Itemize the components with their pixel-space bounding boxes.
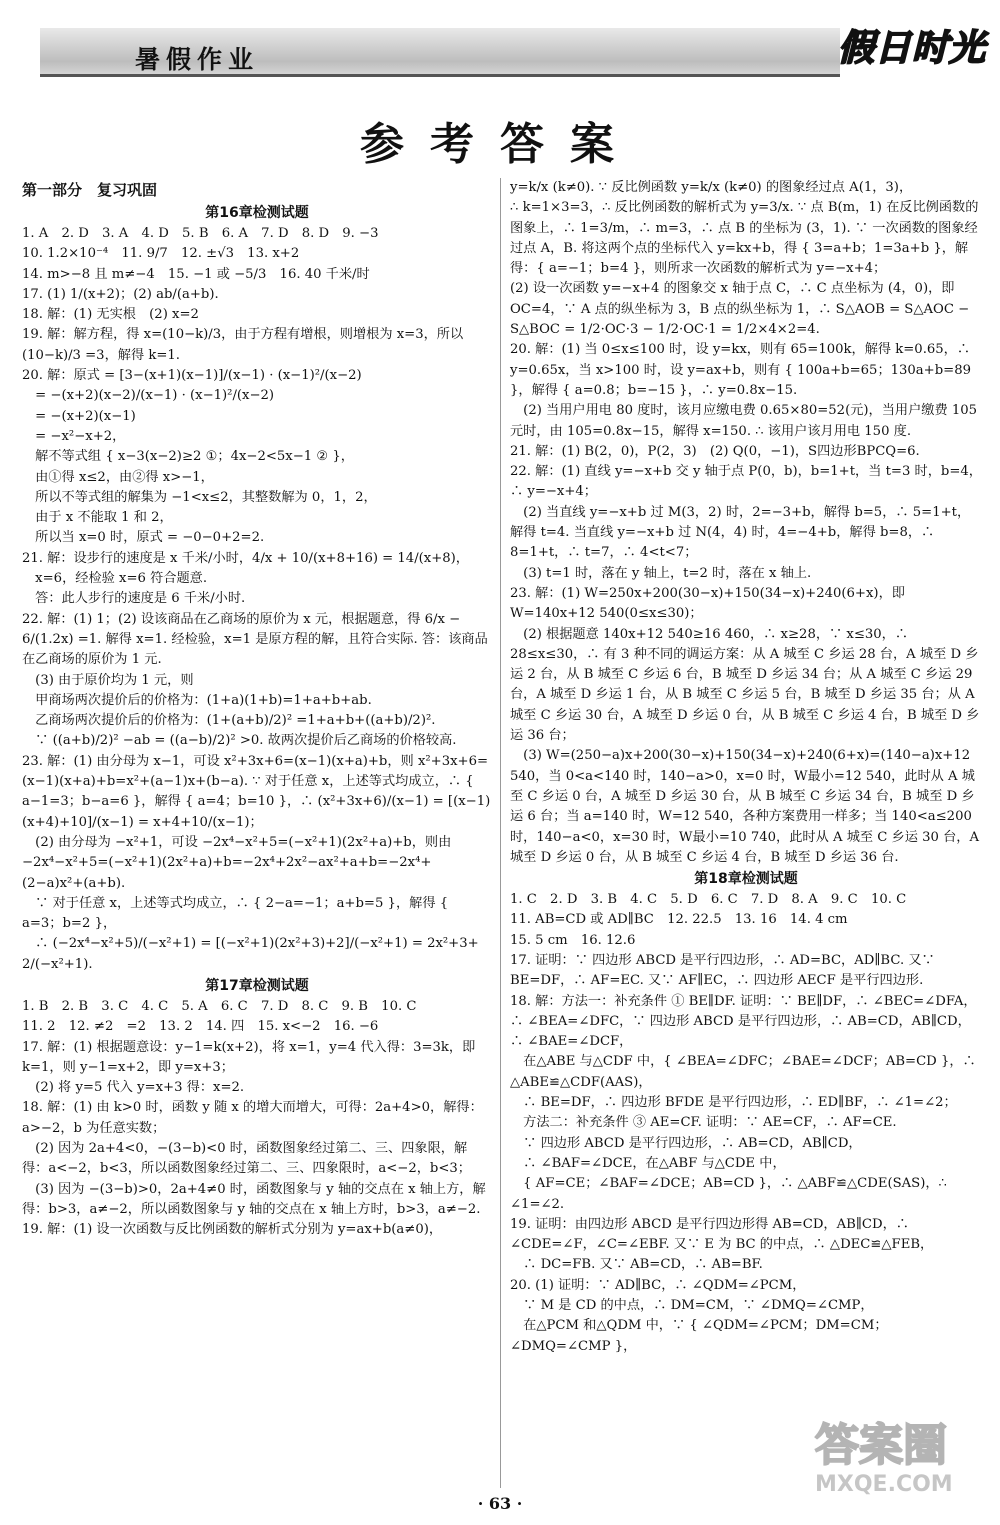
answer-item: 11. AB=CD 或 AD∥BC 12. 22.5 13. 16 14. 4 cm: [510, 912, 848, 928]
answer-item: 17. 解：(1) 根据题意设：y−1=k(x+2)，将 x=1，y=4 代入得：3=3k，即 k=1，则 y−1=x+2，即 y=x+3； (2) 将 y=5 代入 y=x+3 得：x=2.: [22, 1039, 476, 1096]
watermark-logo: 答案圈 MXQE.COM: [815, 1420, 953, 1497]
section-heading: 第一部分 复习巩固: [22, 181, 158, 199]
answer-item: 18. 解：方法一：补充条件 ① BE∥DF. 证明：∵ BE∥DF，∴ ∠BEC=∠DFA，∴ ∠BEA=∠DFC，∵ 四边形 ABCD 是平行四边形，∴ AB=CD，AB∥CD，∴ ∠BAE=∠DCF， 在△ABE 与△CDF 中，{ ∠BEA=∠DFC；∠BAE=∠DCF；AB=CD }，∴ △ABE≌△CDF(AAS)， ∴ BE=DF，∴ 四边形 BFDE 是平行四边形，∴ ED∥BF，∴ ∠1=∠2； 方法二：补充条件 ③ AE=CF. 证明：∵ AE=CF，∴ AF=CE. ∵ 四边形 ABCD 是平行四边形，∴ AB=CD，AB∥CD， ∴ ∠BAF=∠DCE，在△ABF 与△CDE 中， { AF=CE；∠BAF=∠DCE；AB=CD }，∴ △ABF≌△CDE(SAS)，∴ ∠1=∠2.: [510, 993, 977, 1212]
answer-item: 23. 解：(1) W=250x+200(30−x)+150(34−x)+240(6+x)，即 W=140x+12 540(0≤x≤30)； (2) 根据题意 140x+12 540≥16 460，∴ x≥28，∵ x≤30，∴ 28≤x≤30，∴ 有 3 种不同的调运方案：从 A 城至 C 乡运 28 台，A 城至 D 乡运 2 台，从 B 城至 C 乡运 6 台，B 城至 D 乡运 34 台；从 A 城至 C 乡运 29 台，A 城至 D 乡运 1 台，从 B 城至 C 乡运 5 台，B 城至 D 乡运 35 台；从 A 城至 C 乡运 30 台，A 城至 D 乡运 0 台，从 B 城至 C 乡运 4 台，B 城至 D 乡运 36 台； (3) W=(250−a)x+200(30−x)+150(34−x)+240(6+x)=(140−a)x+12 540，当 0<a<140 时，140−a>0，x=0 时，W最小=12 540，此时从 A 城至 C 乡运 0 台，A 城至 D 乡运 30 台，从 B 城至 C 乡运 34 台，B 城至 D 乡运 6 台；当 a=140 时，W=12 540，各种方案费用一样多；当 140<a≤200 时，140−a<0，x=30 时，W最小=10 740，此时从 A 城至 C 乡运 30 台，A 城至 D 乡运 0 台，从 B 城至 C 乡运 4 台，B 城至 D 乡运 36 台.: [510, 585, 980, 865]
right-column: [510, 178, 982, 1357]
answer-item: 22. 解：(1) 1；(2) 设该商品在乙商场的原价为 x 元，根据题意，得 6/x − 6/(1.2x) =1. 解得 x=1. 经检验，x=1 是原方程的解，且符合实际. 答：该商品在乙商场的原价为 1 元. (3) 由于原价均为 1 元，则 甲商场两次提价后的价格为：(1+a)(1+b)=1+a+b+ab. 乙商场两次提价后的价格为：(1+(a+b)/2)² =1+a+b+((a+b)/2)². ∵ ((a+b)/2)² −ab = ((a−b)/2)² >0. 故两次提价后乙商场的价格较高.: [22, 611, 488, 749]
answer-item: 17. (1) 1/(x+2)；(2) ab/(a+b).: [22, 286, 219, 302]
left-column: [22, 178, 492, 1241]
answer-item: 20. 解：原式 = [3−(x+1)(x−1)]/(x−1) · (x−1)²/(x−2) = −(x+2)(x−2)/(x−1) · (x−1)²/(x−2) = −(x+2)(x−1) = −x²−x+2， 解不等式组 { x−3(x−2)≥2 ①；4x−2<5x−1 ② }， 由①得 x≤2，由②得 x>−1， 所以不等式组的解集为 −1<x≤2，其整数解为 0，1，2， 由于 x 不能取 1 和 2， 所以当 x=0 时，原式 = −0−0+2=2.: [22, 368, 377, 546]
answer-item: 21. 解：(1) B(2，0)，P(2，3) (2) Q(0，−1)，S四边形BPCQ=6.: [510, 443, 920, 459]
series-title: 暑假作业: [135, 45, 260, 74]
answer-item: 18. 解：(1) 无实根 (2) x=2: [22, 307, 199, 323]
answer-item: 19. 解：解方程，得 x=(10−k)/3，由于方程有增根，则增根为 x=3，所以 (10−k)/3 =3，解得 k=1.: [22, 327, 468, 363]
page-number: · 63 ·: [477, 1494, 523, 1513]
answer-item: 19. 证明：由四边形 ABCD 是平行四边形得 AB=CD，AB∥CD，∴ ∠CDE=∠F，∠C=∠EBF. 又∵ E 为 BC 的中点，∴ △DEC≌△FEB， ∴ DC=FB. 又∵ AB=CD，∴ AB=BF.: [510, 1216, 934, 1273]
answer-item: 20. 解：(1) 当 0≤x≤100 时，设 y=kx，则有 65=100k，解得 k=0.65，∴ y=0.65x，当 x>100 时，设 y=ax+b，则有 { 100a+b=65；130a+b=89 }，解得 { a=0.8；b=−15 }，∴ y=0.8x−15. (2) 当用户用电 80 度时，该月应缴电费 0.65×80=52(元)，当用户缴费 105 元时，由 105=0.8x−15，解得 x=150. ∴ 该用户该月用电 150 度.: [510, 342, 978, 439]
answer-item: 1. C 2. D 3. B 4. C 5. D 6. C 7. D 8. A 9. C 10. C: [510, 892, 907, 908]
answer-item: 22. 解：(1) 直线 y=−x+b 交 y 轴于点 P(0，b)，b=1+t，当 t=3 时，b=4，∴ y=−x+4； (2) 当直线 y=−x+b 过 M(3，2) 时，2=−3+b，解得 b=5，∴ 5=1+t，解得 t=4. 当直线 y=−x+b 过 N(4，4) 时，4=−4+b，解得 b=8，∴ 8=1+t，∴ t=7，∴ 4<t<7； (3) t=1 时，落在 y 轴上，t=2 时，落在 x 轴上.: [510, 464, 982, 581]
answer-item: 19. 解：(1) 设一次函数与反比例函数的解析式分别为 y=ax+b(a≠0)，: [22, 1222, 443, 1238]
answer-item: y=k/x (k≠0). ∵ 反比例函数 y=k/x (k≠0) 的图象经过点 A(1，3)， ∴ k=1×3=3，∴ 反比例函数的解析式为 y=3/x. ∵ 点 B(m，1) 在反比例函数的图象上，∴ 1=3/m，∴ m=3，∴ 点 B 的坐标为 (3，1). ∵ 一次函数的图象经过点 A，B. 将这两个点的坐标代入 y=kx+b，得 { 3=a+b；1=3a+b }，解得：{ a=−1；b=4 }，则所求一次函数的解析式为 y=−x+4； (2) 设一次函数 y=−x+4 的图象交 x 轴于点 C，∴ C 点坐标为 (4，0)，即 OC=4，∵ A 点的纵坐标为 3，B 点的纵坐标为 1，∴ S△AOB = S△AOC − S△BOC = 1/2·OC·3 − 1/2·OC·1 = 1/2×4×2=4.: [510, 180, 979, 338]
answer-item: 17. 证明：∵ 四边形 ABCD 是平行四边形，∴ AD=BC，AD∥BC. 又∵ BE=DF，∴ AF=EC. 又∵ AF∥EC，∴ 四边形 AECF 是平行四边形.: [510, 952, 939, 989]
answer-item: 18. 解：(1) 由 k>0 时，函数 y 随 x 的增大而增大，可得：2a+4>0，解得：a>−2，b 为任意实数； (2) 因为 2a+4<0，−(3−b)<0 时，函数图象经过第二、三、四象限，解得：a<−2，b<3，所以函数图象经过第二、三、四象限时，a<−2，b<3； (3) 因为 −(3−b)>0，2a+4≠0 时，函数图象与 y 轴的交点在 x 轴上方，解得：b>3，a≠−2，所以函数图象与 y 轴的交点在 x 轴上方时，b>3，a≠−2.: [22, 1100, 486, 1217]
chapter-heading: 第17章检测试题: [205, 977, 309, 994]
page-title: 参考答案: [360, 119, 640, 170]
brand-logo: 假日时光: [838, 28, 987, 69]
answer-item: 15. 5 cm 16. 12.6: [510, 932, 636, 948]
answer-item: 21. 解：设步行的速度是 x 千米/小时，4/x + 10/(x+8+16) = 14/(x+8)， x=6，经检验 x=6 符合题意. 答：此人步行的速度是 6 千米/小时.: [22, 550, 469, 607]
answer-item: 11. 2 12. ≠2 =2 13. 2 14. 四 15. x<−2 16. −6: [22, 1019, 379, 1035]
page-header: [0, 0, 1000, 92]
answer-item: 23. 解：(1) 由分母为 x−1，可设 x²+3x+6=(x−1)(x+a)+b，则 x²+3x+6=(x−1)(x+a)+b=x²+(a−1)x+(b−a). ∵ 对于任意 x，上述等式均成立，∴ { a−1=3；b−a=6 }，解得 { a=4；b=10 }，∴ (x²+3x+6)/(x−1) = [(x−1)(x+4)+10]/(x−1) = x+4+10/(x−1)； (2) 由分母为 −x²+1，可设 −2x⁴−x²+5=(−x²+1)(2x²+a)+b，则由 −2x⁴−x²+5=(−x²+1)(2x²+a)+b=−2x⁴+2x²−ax²+a+b=−2x⁴+(2−a)x²+(a+b). ∵ 对于任意 x，上述等式均成立，∴ { 2−a=−1；a+b=5 }，解得 { a=3；b=2 }， ∴ (−2x⁴−x²+5)/(−x²+1) = [(−x²+1)(2x²+3)+2]/(−x²+1) = 2x²+3+ 2/(−x²+1).: [22, 753, 491, 972]
answer-item: 20. (1) 证明：∵ AD∥BC，∴ ∠QDM=∠PCM， ∵ M 是 CD 的中点，∴ DM=CM，∵ ∠DMQ=∠CMP， 在△PCM 和△QDM 中，∵ { ∠QDM=∠PCM；DM=CM；∠DMQ=∠CMP }，: [510, 1277, 888, 1354]
answer-item: 10. 1.2×10⁻⁴ 11. 9/7 12. ±√3 13. x+2: [22, 246, 300, 262]
answer-item: 14. m>−8 且 m≠−4 15. −1 或 −5/3 16. 40 千米/时: [22, 266, 370, 282]
chapter-heading: 第16章检测试题: [205, 205, 309, 221]
answer-item: 1. B 2. B 3. C 4. C 5. A 6. C 7. D 8. C 9. B 10. C: [22, 998, 417, 1014]
answer-item: 1. A 2. D 3. A 4. D 5. B 6. A 7. D 8. D 9. −3: [22, 226, 379, 241]
column-divider: [500, 178, 501, 1488]
chapter-heading: 第18章检测试题: [694, 871, 798, 888]
